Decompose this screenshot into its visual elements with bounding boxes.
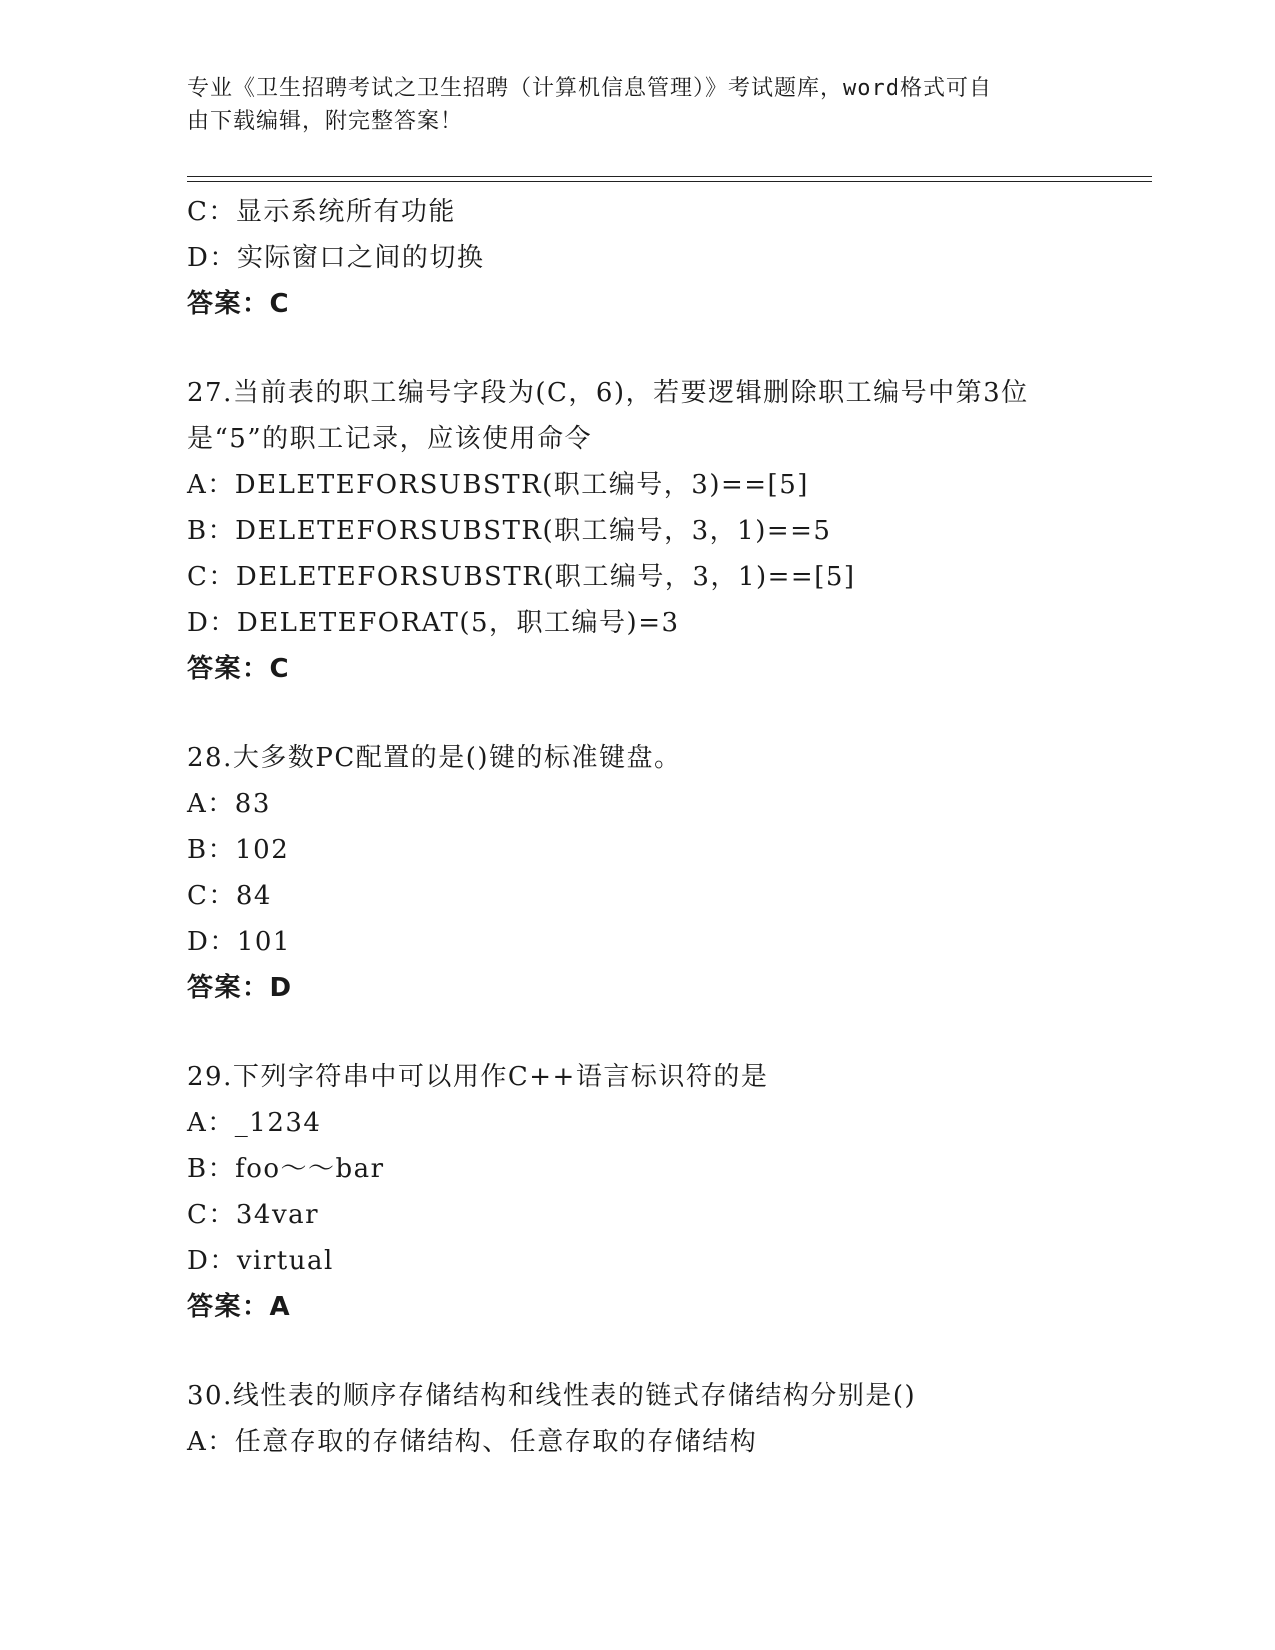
question-stem: 是“5”的职工记录，应该使用命令 [187, 424, 593, 454]
question-list [187, 189, 1147, 1465]
option-line: C：显示系统所有功能 [187, 197, 456, 227]
question-stem: 30.线性表的顺序存储结构和线性表的链式存储结构分别是() [187, 1381, 917, 1411]
header-line-2: 由下载编辑，附完整答案！ [187, 109, 464, 134]
option-line: B：102 [187, 835, 290, 865]
option-line: C：34var [187, 1200, 320, 1230]
answer-line: 答案：C [187, 289, 291, 319]
option-line: C：DELETEFORSUBSTR(职工编号，3，1)==[5] [187, 562, 856, 592]
question-stem: 27.当前表的职工编号字段为(C，6)，若要逻辑删除职工编号中第3位 [187, 378, 1029, 408]
option-line: A：任意存取的存储结构、任意存取的存储结构 [187, 1427, 758, 1457]
question-30 [187, 1373, 1147, 1465]
answer-line: 答案：D [187, 973, 293, 1003]
option-line: D：101 [187, 927, 291, 957]
option-line: A：_1234 [187, 1108, 322, 1138]
option-line: B：foo～～bar [187, 1154, 385, 1184]
header-divider-bottom [187, 181, 1152, 182]
option-line: D：virtual [187, 1246, 334, 1276]
header-line-1: 专业《卫生招聘考试之卫生招聘（计算机信息管理）》考试题库，word格式可自 [187, 76, 992, 101]
header-divider-top [187, 176, 1152, 177]
option-line: A：83 [187, 789, 271, 819]
question-29 [187, 1054, 1147, 1330]
carryover-block [187, 189, 1147, 327]
option-line: B：DELETEFORSUBSTR(职工编号，3，1)==5 [187, 516, 832, 546]
question-27 [187, 370, 1147, 692]
answer-line: 答案：C [187, 654, 291, 684]
document-header [187, 72, 1087, 138]
question-stem: 29.下列字符串中可以用作C++语言标识符的是 [187, 1062, 769, 1092]
option-line: A：DELETEFORSUBSTR(职工编号，3)==[5] [187, 470, 809, 500]
option-line: C：84 [187, 881, 272, 911]
option-line: D：实际窗口之间的切换 [187, 243, 485, 273]
option-line: D：DELETEFORAT(5，职工编号)=3 [187, 608, 680, 638]
question-28 [187, 735, 1147, 1011]
answer-line: 答案：A [187, 1292, 292, 1322]
question-stem: 28.大多数PC配置的是()键的标准键盘。 [187, 743, 682, 773]
